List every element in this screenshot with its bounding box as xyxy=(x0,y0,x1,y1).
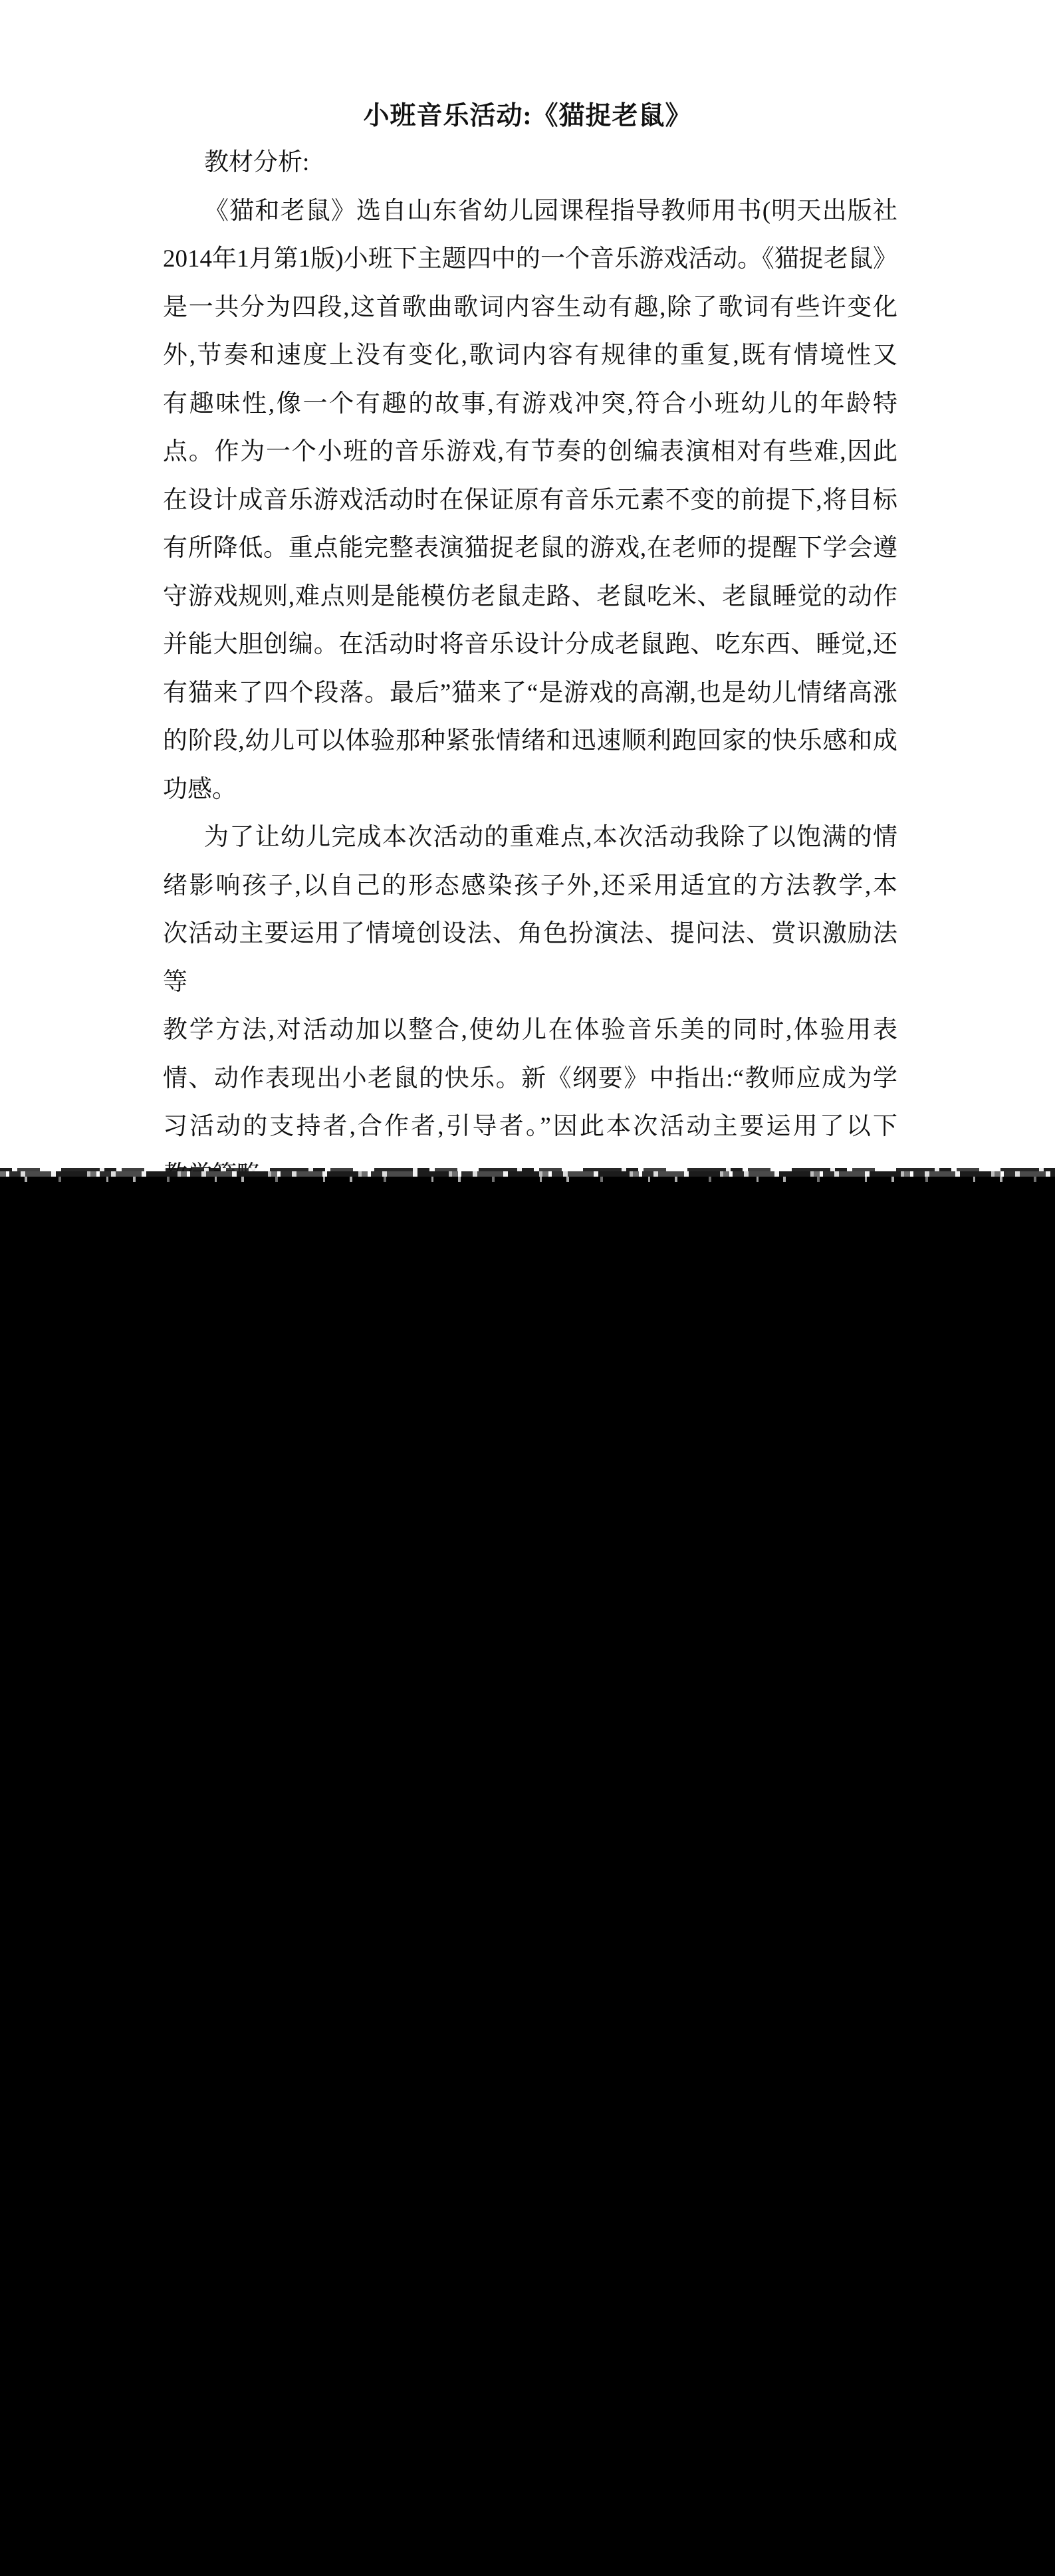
text-line: 2014年1月第1版)小班下主题四中的一个音乐游戏活动。《猫捉老鼠》 xyxy=(163,245,897,273)
section-heading xyxy=(163,139,897,187)
page-title: 小班音乐活动:《猫捉老鼠》 xyxy=(363,102,692,130)
text-line: 并能大胆创编。在活动时将音乐设计分成老鼠跑、吃东西、睡觉,还 xyxy=(163,631,897,658)
scan-glitch-band xyxy=(0,1168,1055,1182)
glitch-streak-row xyxy=(0,1177,1055,1182)
text-line: 有趣味性,像一个有趣的故事,有游戏冲突,符合小班幼儿的年龄特 xyxy=(163,390,897,417)
text-line: 习活动的支持者,合作者,引导者。”因此本次活动主要运用了以下 xyxy=(163,1113,897,1140)
glitch-streak-row xyxy=(0,1171,1055,1177)
text-line: 功感。 xyxy=(163,775,237,803)
text-line: 次活动主要运用了情境创设法、角色扮演法、提问法、赏识激励法等 xyxy=(163,920,897,996)
text-line: 情、动作表现出小老鼠的快乐。新《纲要》中指出:“教师应成为学 xyxy=(163,1064,897,1092)
black-unrendered-region xyxy=(0,1182,1055,2576)
text-line: 有所降低。重点能完整表演猫捉老鼠的游戏,在老师的提醒下学会遵 xyxy=(163,534,897,562)
text-line: 《猫和老鼠》选自山东省幼儿园课程指导教师用书(明天出版社 xyxy=(204,197,897,225)
text-line: 在设计成音乐游戏活动时在保证原有音乐元素不变的前提下,将目标 xyxy=(163,486,897,514)
text-line: 为了让幼儿完成本次活动的重难点,本次活动我除了以饱满的情 xyxy=(204,824,897,851)
text-line: 绪影响孩子,以自己的形态感染孩子外,还采用适宜的方法教学,本 xyxy=(163,872,897,899)
text-line: 外,节奏和速度上没有变化,歌词内容有规律的重复,既有情境性又 xyxy=(163,342,897,369)
paragraph xyxy=(163,814,897,1199)
text-line: 有猫来了四个段落。最后”猫来了“是游戏的高潮,也是幼儿情绪高涨 xyxy=(163,679,897,707)
text-line: 是一共分为四段,这首歌曲歌词内容生动有趣,除了歌词有些许变化 xyxy=(163,293,897,321)
text-line: 教学方法,对活动加以整合,使幼儿在体验音乐美的同时,体验用表 xyxy=(163,1016,897,1044)
text-line: 的阶段,幼儿可以体验那种紧张情绪和迅速顺利跑回家的快乐感和成 xyxy=(163,727,897,755)
text-line: 守游戏规则,难点则是能模仿老鼠走路、老鼠吃米、老鼠睡觉的动作 xyxy=(163,582,897,610)
document-body xyxy=(0,139,897,1248)
text-line: 教材分析: xyxy=(204,149,310,176)
text-line: 点。作为一个小班的音乐游戏,有节奏的创编表演相对有些难,因此 xyxy=(163,438,897,465)
paragraph xyxy=(163,187,897,814)
